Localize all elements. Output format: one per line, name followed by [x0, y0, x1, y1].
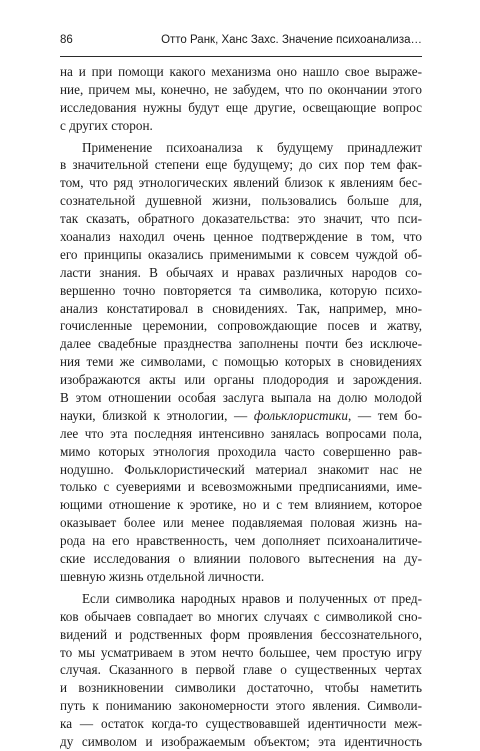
text-line: и возникновении символики достаточно, чтобы наметить: [60, 680, 422, 696]
text-line: мимо которых этнология проходила часто совершенно рав-: [60, 443, 422, 459]
text-line: исследования нужны будут еще другие, освещающие вопрос: [60, 99, 422, 115]
text-segment: , — тем бо-: [347, 407, 422, 423]
text-line: только с суевериями и всевозможными предписаниями, име-: [60, 479, 422, 495]
text-line: хоанализ находил очень ценное подтверждение в том, что: [60, 229, 422, 245]
text-line: ду символом и изображаемым объектом; эта идентичность: [60, 733, 422, 749]
text-line: лее что эта последняя интенсивно занялась вопросами пола,: [60, 425, 422, 441]
text-line: ка — остаток когда-то существовавшей идентичности меж-: [60, 716, 422, 732]
text-line: том, что ряд этнологических явлений близок к явлениям бес-: [60, 175, 422, 191]
text-line: так сказать, обратного доказательства: это значит, что пси-: [60, 211, 422, 227]
text-line: его принципы оказались применимыми к совсем чуждой об-: [60, 246, 422, 262]
text-line: ков обычаев совпадает во многих случаях с символикой сно-: [60, 608, 422, 624]
text-line: далее свадебные празднества заполнены почти без исключе-: [60, 336, 422, 352]
text-line: изображаются акты или органы плодородия и зарождения.: [60, 372, 422, 388]
text-line: в значительной степени еще будущему; до сих пор тем фак-: [60, 157, 422, 173]
text-line: шевную жизнь отдельной личности.: [60, 568, 265, 584]
text-line: вершенно точно повторяется та символика, которую психо-: [60, 282, 422, 298]
text-line: оказывает более или менее подавляемая половая жизнь на-: [60, 515, 422, 531]
header-rule: [60, 56, 422, 57]
text-line: то мы усматриваем в этом нечто большее, чем простую игру: [60, 644, 422, 660]
paragraph-2: [60, 139, 422, 586]
text-line: ласти знания. В обычаях и нравах различных народов со-: [60, 264, 422, 280]
text-line: ские исследования о влиянии полового вытеснения на ду-: [60, 551, 422, 567]
text-line: В этом отношении особая заслуга выпала на долю молодой: [60, 390, 422, 406]
text-segment: науки, близкой к этнологии, —: [60, 407, 248, 423]
text-body: [60, 63, 422, 751]
text-line: ния теми же символами, с помощью которых в сновидениях: [60, 354, 422, 370]
running-header: [60, 34, 422, 52]
text-line: ние, причем мы, конечно, не забудем, что по окончании этого: [60, 81, 422, 97]
text-line: гочисленные церемонии, сопровождающие посев и жатву,: [60, 318, 422, 334]
text-line: с других сторон.: [60, 117, 153, 133]
text-line: ющими отношение к эротике, но и с тем влиянием, которое: [60, 497, 422, 513]
text-line: сознательной душевной жизни, пользовались больше для,: [60, 193, 422, 209]
text-line: на и при помощи какого механизма оно нашло свое выраже-: [60, 64, 422, 79]
text-line: путь к пониманию закономерности этого явления. Символи-: [60, 698, 422, 714]
text-line: нодушно. Фольклористический материал знакомит нас не: [60, 461, 422, 477]
text-line: анализ констатировал в сновидениях. Так, например, мно-: [60, 300, 422, 316]
paragraph-1: [60, 63, 422, 135]
running-title: Отто Ранк, Ханс Захс. Значение психоанализа…: [161, 34, 422, 46]
paragraph-3: [60, 590, 422, 751]
text-line-with-emphasis: [60, 407, 422, 425]
text-line: Если символика народных нравов и полученных от пред-: [82, 590, 422, 606]
page-number: 86: [60, 34, 73, 46]
emphasized-term: фольклористики: [253, 407, 348, 423]
text-line: видений и родственных форм проявления бессознательного,: [60, 626, 422, 642]
text-line: Применение психоанализа к будущему принадлежит: [82, 139, 422, 155]
text-line: случая. Сказанного в первой главе о существенных чертах: [60, 662, 422, 678]
text-line: рода на его нравственность, чем дополняет психоаналитиче-: [60, 533, 422, 549]
